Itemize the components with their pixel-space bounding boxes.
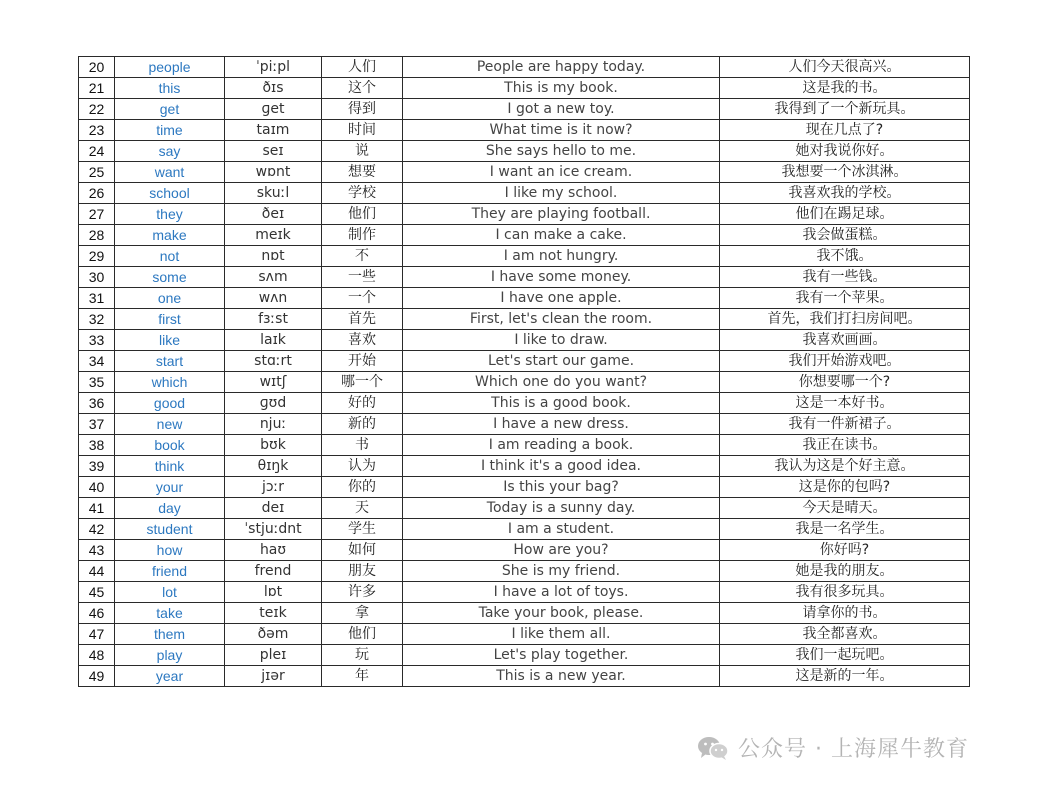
example-sentence-cell: I want an ice cream. [403, 162, 720, 183]
sentence-translation-cell: 我是一名学生。 [720, 519, 970, 540]
sentence-translation-cell: 请拿你的书。 [720, 603, 970, 624]
table-row [79, 456, 970, 477]
phonetic-cell: stɑːrt [225, 351, 322, 372]
phonetic-cell: ɡet [225, 99, 322, 120]
chinese-meaning-cell: 说 [322, 141, 403, 162]
row-number: 39 [79, 456, 115, 477]
phonetic-cell: nɒt [225, 246, 322, 267]
row-number: 25 [79, 162, 115, 183]
example-sentence-cell: She is my friend. [403, 561, 720, 582]
row-number: 29 [79, 246, 115, 267]
word-cell: book [115, 435, 225, 456]
vocabulary-table-body [79, 57, 970, 687]
chinese-meaning-cell: 人们 [322, 57, 403, 78]
chinese-meaning-cell: 时间 [322, 120, 403, 141]
example-sentence-cell: Today is a sunny day. [403, 498, 720, 519]
table-row [79, 309, 970, 330]
table-row [79, 57, 970, 78]
chinese-meaning-cell: 开始 [322, 351, 403, 372]
row-number: 33 [79, 330, 115, 351]
example-sentence-cell: I am a student. [403, 519, 720, 540]
example-sentence-cell: I have a lot of toys. [403, 582, 720, 603]
phonetic-cell: pleɪ [225, 645, 322, 666]
word-cell: day [115, 498, 225, 519]
table-row [79, 582, 970, 603]
row-number: 37 [79, 414, 115, 435]
vocabulary-table [78, 56, 970, 687]
phonetic-cell: skuːl [225, 183, 322, 204]
chinese-meaning-cell: 制作 [322, 225, 403, 246]
table-row [79, 183, 970, 204]
row-number: 43 [79, 540, 115, 561]
word-cell: friend [115, 561, 225, 582]
word-cell: think [115, 456, 225, 477]
watermark [696, 732, 969, 763]
row-number: 24 [79, 141, 115, 162]
word-cell: play [115, 645, 225, 666]
example-sentence-cell: I have a new dress. [403, 414, 720, 435]
word-cell: new [115, 414, 225, 435]
example-sentence-cell: First, let's clean the room. [403, 309, 720, 330]
table-row [79, 540, 970, 561]
example-sentence-cell: I can make a cake. [403, 225, 720, 246]
phonetic-cell: ˈstjuːdnt [225, 519, 322, 540]
phonetic-cell: wɒnt [225, 162, 322, 183]
table-row [79, 204, 970, 225]
table-row [79, 498, 970, 519]
word-cell: your [115, 477, 225, 498]
table-row [79, 477, 970, 498]
example-sentence-cell: She says hello to me. [403, 141, 720, 162]
chinese-meaning-cell: 学校 [322, 183, 403, 204]
row-number: 20 [79, 57, 115, 78]
table-row [79, 246, 970, 267]
sentence-translation-cell: 人们今天很高兴。 [720, 57, 970, 78]
row-number: 31 [79, 288, 115, 309]
sentence-translation-cell: 她是我的朋友。 [720, 561, 970, 582]
wechat-icon [696, 735, 730, 761]
row-number: 30 [79, 267, 115, 288]
chinese-meaning-cell: 许多 [322, 582, 403, 603]
chinese-meaning-cell: 他们 [322, 624, 403, 645]
table-row [79, 435, 970, 456]
chinese-meaning-cell: 学生 [322, 519, 403, 540]
phonetic-cell: ɡʊd [225, 393, 322, 414]
phonetic-cell: wʌn [225, 288, 322, 309]
example-sentence-cell: I got a new toy. [403, 99, 720, 120]
example-sentence-cell: Let's play together. [403, 645, 720, 666]
phonetic-cell: njuː [225, 414, 322, 435]
sentence-translation-cell: 这是你的包吗? [720, 477, 970, 498]
chinese-meaning-cell: 一个 [322, 288, 403, 309]
example-sentence-cell: This is a new year. [403, 666, 720, 687]
chinese-meaning-cell: 新的 [322, 414, 403, 435]
watermark-text: 公众号 · 上海犀牛教育 [738, 737, 969, 762]
word-cell: not [115, 246, 225, 267]
chinese-meaning-cell: 喜欢 [322, 330, 403, 351]
sentence-translation-cell: 首先，我们打扫房间吧。 [720, 309, 970, 330]
sentence-translation-cell: 她对我说你好。 [720, 141, 970, 162]
sentence-translation-cell: 我不饿。 [720, 246, 970, 267]
sentence-translation-cell: 我喜欢画画。 [720, 330, 970, 351]
phonetic-cell: seɪ [225, 141, 322, 162]
sentence-translation-cell: 我有一些钱。 [720, 267, 970, 288]
sentence-translation-cell: 这是新的一年。 [720, 666, 970, 687]
phonetic-cell: ˈpiːpl [225, 57, 322, 78]
chinese-meaning-cell: 你的 [322, 477, 403, 498]
word-cell: start [115, 351, 225, 372]
row-number: 48 [79, 645, 115, 666]
sentence-translation-cell: 我想要一个冰淇淋。 [720, 162, 970, 183]
example-sentence-cell: How are you? [403, 540, 720, 561]
sentence-translation-cell: 我喜欢我的学校。 [720, 183, 970, 204]
row-number: 22 [79, 99, 115, 120]
row-number: 36 [79, 393, 115, 414]
phonetic-cell: haʊ [225, 540, 322, 561]
chinese-meaning-cell: 好的 [322, 393, 403, 414]
chinese-meaning-cell: 一些 [322, 267, 403, 288]
sentence-translation-cell: 我有很多玩具。 [720, 582, 970, 603]
table-row [79, 351, 970, 372]
word-cell: people [115, 57, 225, 78]
phonetic-cell: sʌm [225, 267, 322, 288]
table-row [79, 414, 970, 435]
phonetic-cell: jɪər [225, 666, 322, 687]
table-row [79, 603, 970, 624]
word-cell: good [115, 393, 225, 414]
chinese-meaning-cell: 认为 [322, 456, 403, 477]
table-row [79, 267, 970, 288]
word-cell: this [115, 78, 225, 99]
chinese-meaning-cell: 想要 [322, 162, 403, 183]
chinese-meaning-cell: 玩 [322, 645, 403, 666]
row-number: 45 [79, 582, 115, 603]
word-cell: school [115, 183, 225, 204]
table-row [79, 99, 970, 120]
row-number: 34 [79, 351, 115, 372]
word-cell: make [115, 225, 225, 246]
example-sentence-cell: I like my school. [403, 183, 720, 204]
row-number: 41 [79, 498, 115, 519]
row-number: 46 [79, 603, 115, 624]
table-row [79, 519, 970, 540]
chinese-meaning-cell: 拿 [322, 603, 403, 624]
phonetic-cell: θɪŋk [225, 456, 322, 477]
example-sentence-cell: Is this your bag? [403, 477, 720, 498]
phonetic-cell: bʊk [225, 435, 322, 456]
row-number: 44 [79, 561, 115, 582]
word-cell: one [115, 288, 225, 309]
row-number: 26 [79, 183, 115, 204]
chinese-meaning-cell: 如何 [322, 540, 403, 561]
word-cell: lot [115, 582, 225, 603]
row-number: 49 [79, 666, 115, 687]
row-number: 21 [79, 78, 115, 99]
example-sentence-cell: Let's start our game. [403, 351, 720, 372]
sentence-translation-cell: 我认为这是个好主意。 [720, 456, 970, 477]
word-cell: time [115, 120, 225, 141]
row-number: 27 [79, 204, 115, 225]
example-sentence-cell: They are playing football. [403, 204, 720, 225]
chinese-meaning-cell: 朋友 [322, 561, 403, 582]
chinese-meaning-cell: 这个 [322, 78, 403, 99]
table-row [79, 393, 970, 414]
phonetic-cell: frend [225, 561, 322, 582]
chinese-meaning-cell: 他们 [322, 204, 403, 225]
table-row [79, 330, 970, 351]
row-number: 32 [79, 309, 115, 330]
table-row [79, 288, 970, 309]
phonetic-cell: ðeɪ [225, 204, 322, 225]
word-cell: get [115, 99, 225, 120]
sentence-translation-cell: 我全都喜欢。 [720, 624, 970, 645]
example-sentence-cell: Which one do you want? [403, 372, 720, 393]
table-row [79, 372, 970, 393]
row-number: 35 [79, 372, 115, 393]
phonetic-cell: laɪk [225, 330, 322, 351]
example-sentence-cell: This is my book. [403, 78, 720, 99]
word-cell: first [115, 309, 225, 330]
word-cell: like [115, 330, 225, 351]
example-sentence-cell: What time is it now? [403, 120, 720, 141]
chinese-meaning-cell: 年 [322, 666, 403, 687]
row-number: 42 [79, 519, 115, 540]
sentence-translation-cell: 我得到了一个新玩具。 [720, 99, 970, 120]
phonetic-cell: ðəm [225, 624, 322, 645]
sentence-translation-cell: 这是我的书。 [720, 78, 970, 99]
example-sentence-cell: I have some money. [403, 267, 720, 288]
chinese-meaning-cell: 哪一个 [322, 372, 403, 393]
sentence-translation-cell: 今天是晴天。 [720, 498, 970, 519]
word-cell: them [115, 624, 225, 645]
table-row [79, 561, 970, 582]
phonetic-cell: jɔːr [225, 477, 322, 498]
phonetic-cell: taɪm [225, 120, 322, 141]
sentence-translation-cell: 现在几点了? [720, 120, 970, 141]
sentence-translation-cell: 我正在读书。 [720, 435, 970, 456]
chinese-meaning-cell: 天 [322, 498, 403, 519]
table-row [79, 225, 970, 246]
example-sentence-cell: This is a good book. [403, 393, 720, 414]
sentence-translation-cell: 这是一本好书。 [720, 393, 970, 414]
sentence-translation-cell: 你想要哪一个? [720, 372, 970, 393]
table-row [79, 141, 970, 162]
row-number: 28 [79, 225, 115, 246]
phonetic-cell: fɜːst [225, 309, 322, 330]
table-row [79, 666, 970, 687]
row-number: 40 [79, 477, 115, 498]
word-cell: say [115, 141, 225, 162]
sentence-translation-cell: 我们开始游戏吧。 [720, 351, 970, 372]
sentence-translation-cell: 你好吗? [720, 540, 970, 561]
example-sentence-cell: Take your book, please. [403, 603, 720, 624]
example-sentence-cell: I am reading a book. [403, 435, 720, 456]
phonetic-cell: wɪtʃ [225, 372, 322, 393]
table-row [79, 78, 970, 99]
sentence-translation-cell: 我有一件新裙子。 [720, 414, 970, 435]
word-cell: take [115, 603, 225, 624]
chinese-meaning-cell: 首先 [322, 309, 403, 330]
example-sentence-cell: I like them all. [403, 624, 720, 645]
word-cell: student [115, 519, 225, 540]
example-sentence-cell: I like to draw. [403, 330, 720, 351]
example-sentence-cell: People are happy today. [403, 57, 720, 78]
table-row [79, 624, 970, 645]
word-cell: year [115, 666, 225, 687]
word-cell: some [115, 267, 225, 288]
table-row [79, 162, 970, 183]
word-cell: want [115, 162, 225, 183]
word-cell: which [115, 372, 225, 393]
phonetic-cell: lɒt [225, 582, 322, 603]
word-cell: they [115, 204, 225, 225]
example-sentence-cell: I have one apple. [403, 288, 720, 309]
phonetic-cell: ðɪs [225, 78, 322, 99]
sentence-translation-cell: 他们在踢足球。 [720, 204, 970, 225]
chinese-meaning-cell: 书 [322, 435, 403, 456]
table-row [79, 120, 970, 141]
phonetic-cell: teɪk [225, 603, 322, 624]
chinese-meaning-cell: 不 [322, 246, 403, 267]
phonetic-cell: meɪk [225, 225, 322, 246]
sentence-translation-cell: 我有一个苹果。 [720, 288, 970, 309]
table-row [79, 645, 970, 666]
row-number: 47 [79, 624, 115, 645]
sentence-translation-cell: 我会做蛋糕。 [720, 225, 970, 246]
row-number: 38 [79, 435, 115, 456]
chinese-meaning-cell: 得到 [322, 99, 403, 120]
word-cell: how [115, 540, 225, 561]
example-sentence-cell: I think it's a good idea. [403, 456, 720, 477]
example-sentence-cell: I am not hungry. [403, 246, 720, 267]
phonetic-cell: deɪ [225, 498, 322, 519]
row-number: 23 [79, 120, 115, 141]
sentence-translation-cell: 我们一起玩吧。 [720, 645, 970, 666]
